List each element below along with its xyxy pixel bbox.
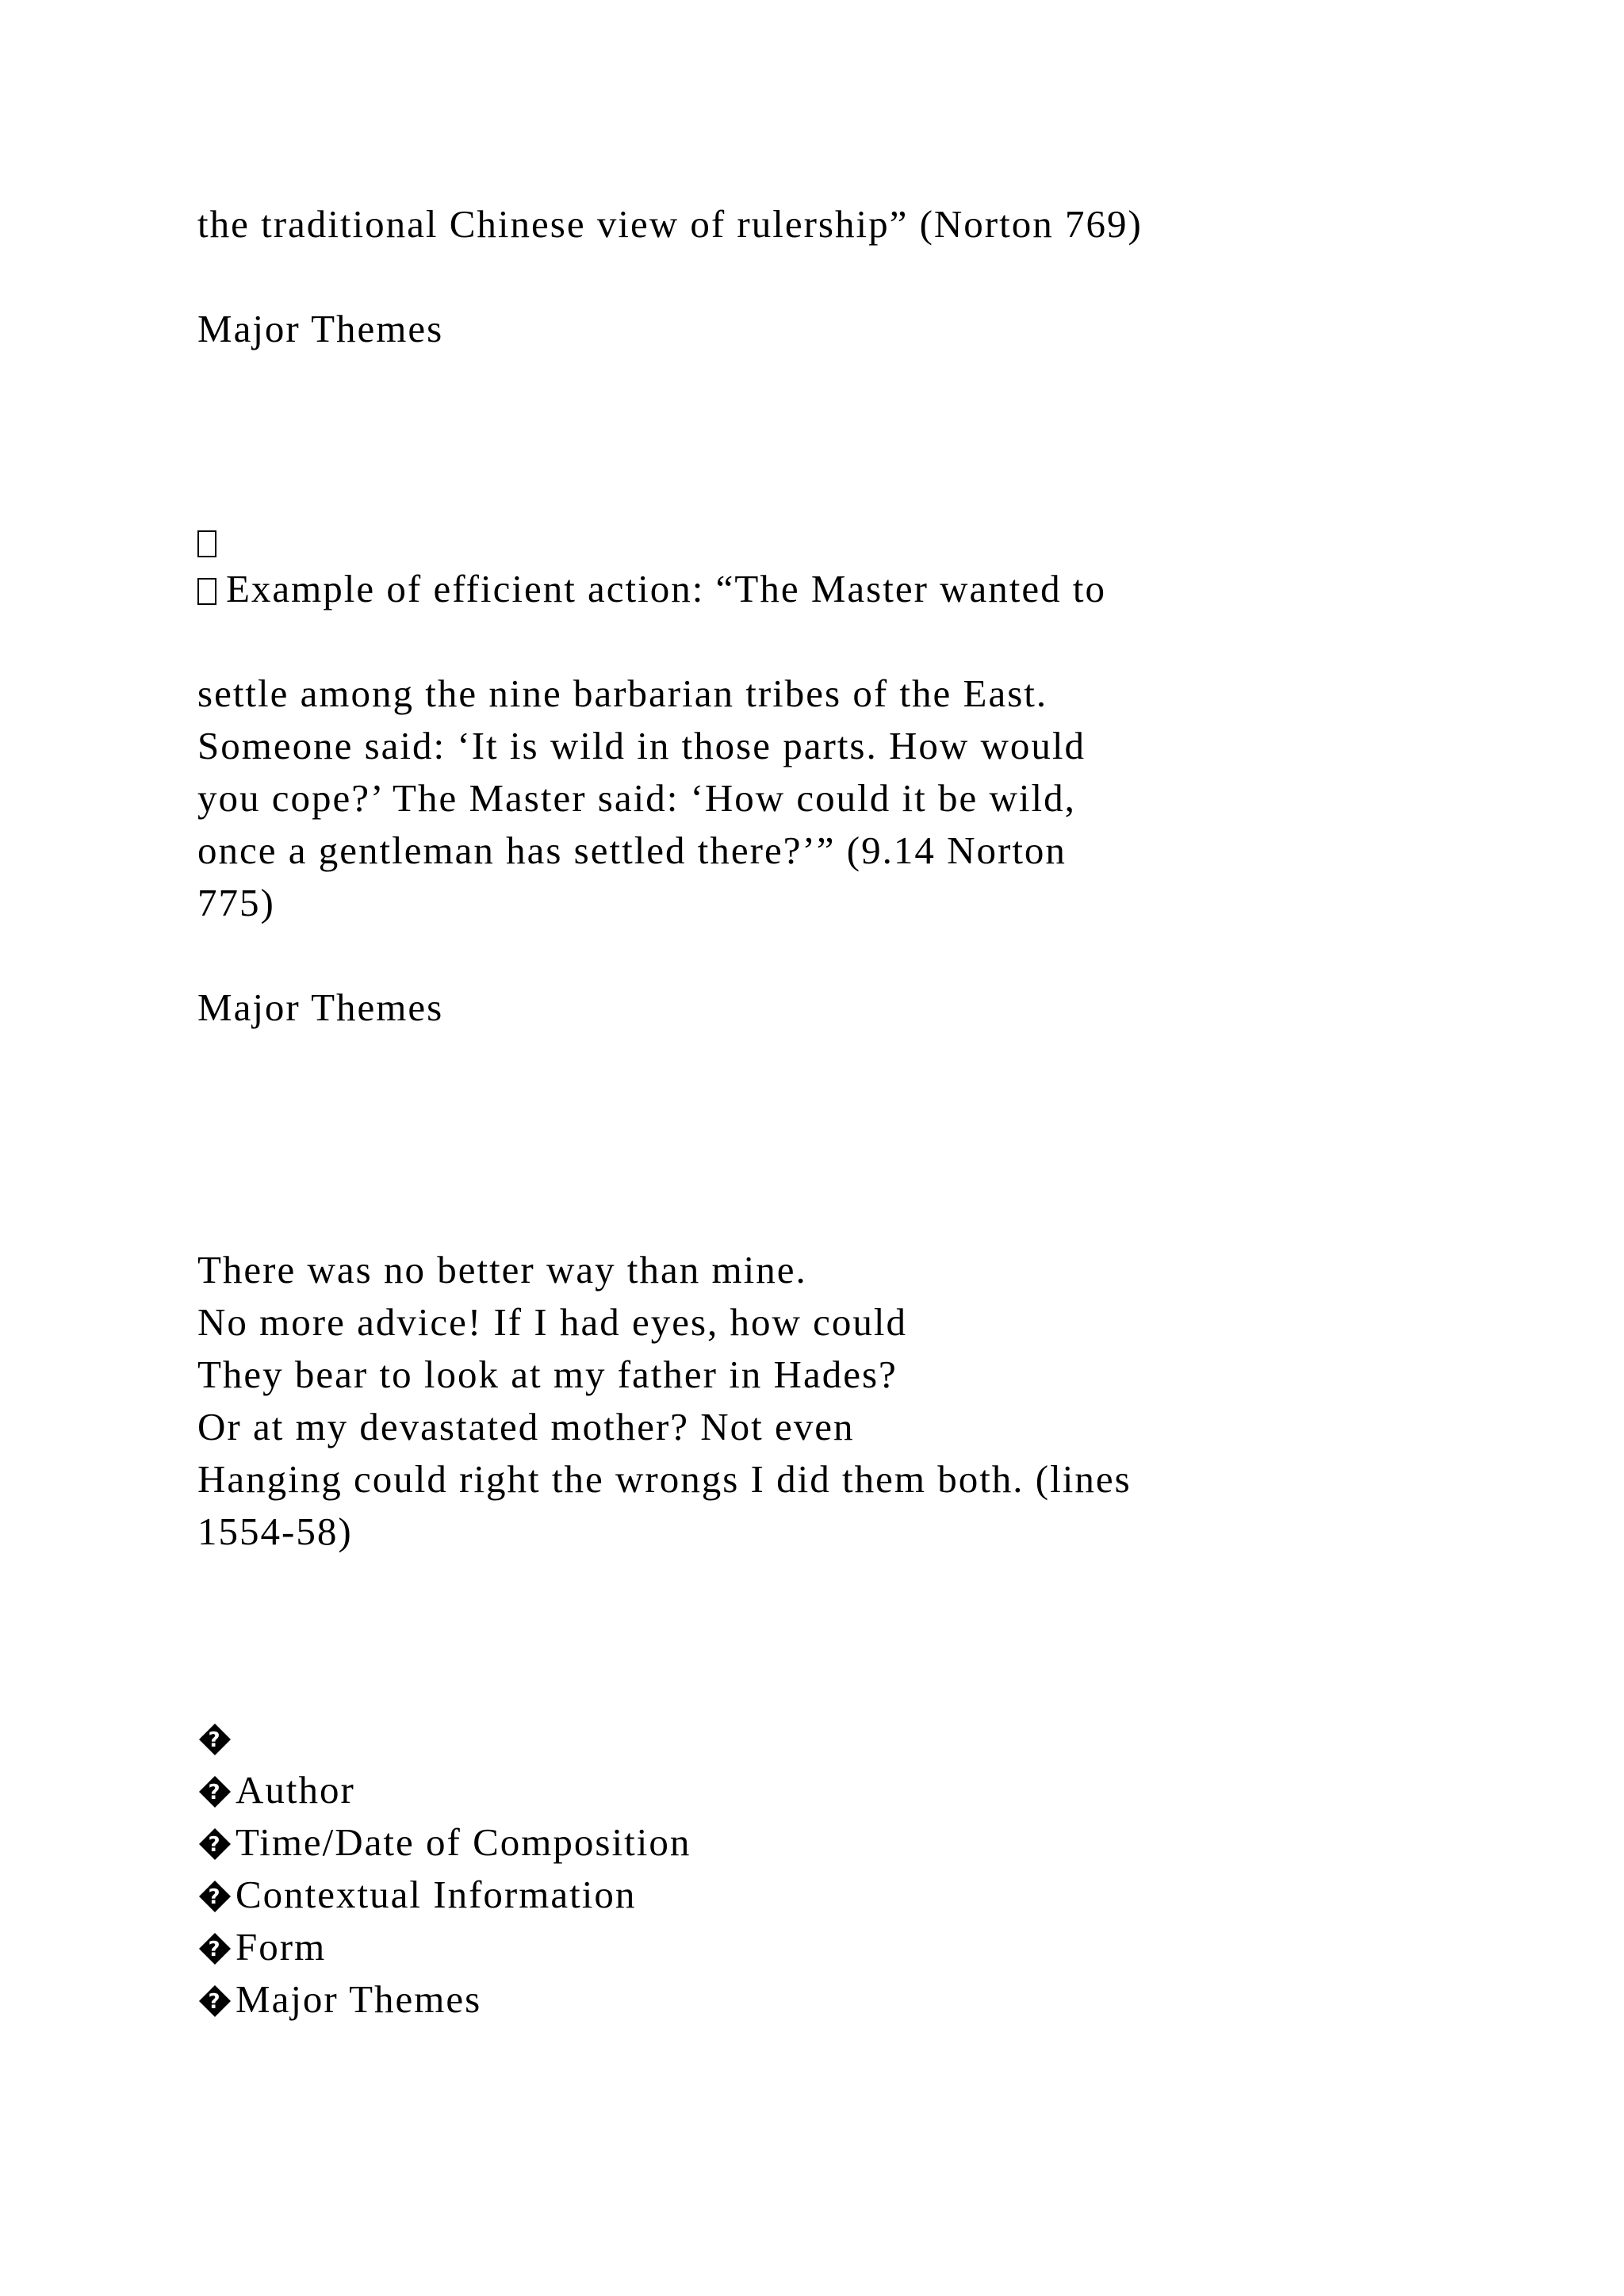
missing-glyph-box-icon (197, 530, 216, 557)
quote-line-4: once a gentleman has settled there?’” (9.14 Norton (197, 828, 1067, 872)
example-intro-line (197, 569, 1106, 608)
checklist-item-contextual (197, 1875, 636, 1914)
poem-line-1: There was no better way than mine. (197, 1248, 807, 1292)
poem-line-2: No more advice! If I had eyes, how could (197, 1300, 908, 1344)
text-line-rulership: the traditional Chinese view of rulership” (Norton 769) (197, 202, 1143, 246)
replacement-character-icon (197, 1722, 232, 1757)
missing-glyph-line (197, 522, 216, 561)
poem-line-5: Hanging could right the wrongs I did them both. (lines (197, 1457, 1132, 1501)
quote-line-2: Someone said: ‘It is wild in those parts. How would (197, 724, 1086, 767)
checklist-item-label: Contextual Information (236, 1873, 637, 1916)
checklist-item-time-date (197, 1820, 691, 1864)
checklist-item-label: Form (236, 1925, 327, 1969)
example-intro-text: Example of efficient action: “The Master wanted to (226, 567, 1107, 610)
replacement-glyph-line (197, 1718, 236, 1757)
checklist-item-label: Author (236, 1768, 355, 1812)
replacement-character-icon (197, 1984, 232, 2019)
svg-text:?: ? (208, 1833, 222, 1857)
replacement-character-icon (197, 1931, 232, 1966)
svg-text:?: ? (208, 1990, 222, 2014)
missing-glyph-box-icon (197, 578, 216, 605)
replacement-character-icon (197, 1774, 232, 1809)
quote-line-1: settle among the nine barbarian tribes of the East. (197, 672, 1048, 715)
svg-text:?: ? (208, 1781, 222, 1804)
checklist-item-label: Time/Date of Composition (236, 1820, 691, 1864)
poem-line-3: They bear to look at my father in Hades? (197, 1353, 898, 1396)
heading-major-themes-1: Major Themes (197, 307, 444, 350)
replacement-character-icon (197, 1879, 232, 1914)
poem-line-6: 1554-58) (197, 1510, 353, 1553)
checklist-item-label: Major Themes (236, 1977, 482, 2021)
checklist-item-major-themes (197, 1977, 482, 2021)
svg-text:?: ? (208, 1885, 222, 1909)
quote-line-5: 775) (197, 881, 275, 924)
poem-line-4: Or at my devastated mother? Not even (197, 1405, 855, 1448)
replacement-character-icon (197, 1827, 232, 1862)
svg-text:?: ? (208, 1728, 222, 1752)
quote-line-3: you cope?’ The Master said: ‘How could it be wild, (197, 776, 1076, 820)
checklist-item-form (197, 1925, 327, 1969)
checklist-item-author (197, 1768, 355, 1812)
svg-text:?: ? (208, 1938, 222, 1961)
heading-major-themes-2: Major Themes (197, 985, 444, 1029)
